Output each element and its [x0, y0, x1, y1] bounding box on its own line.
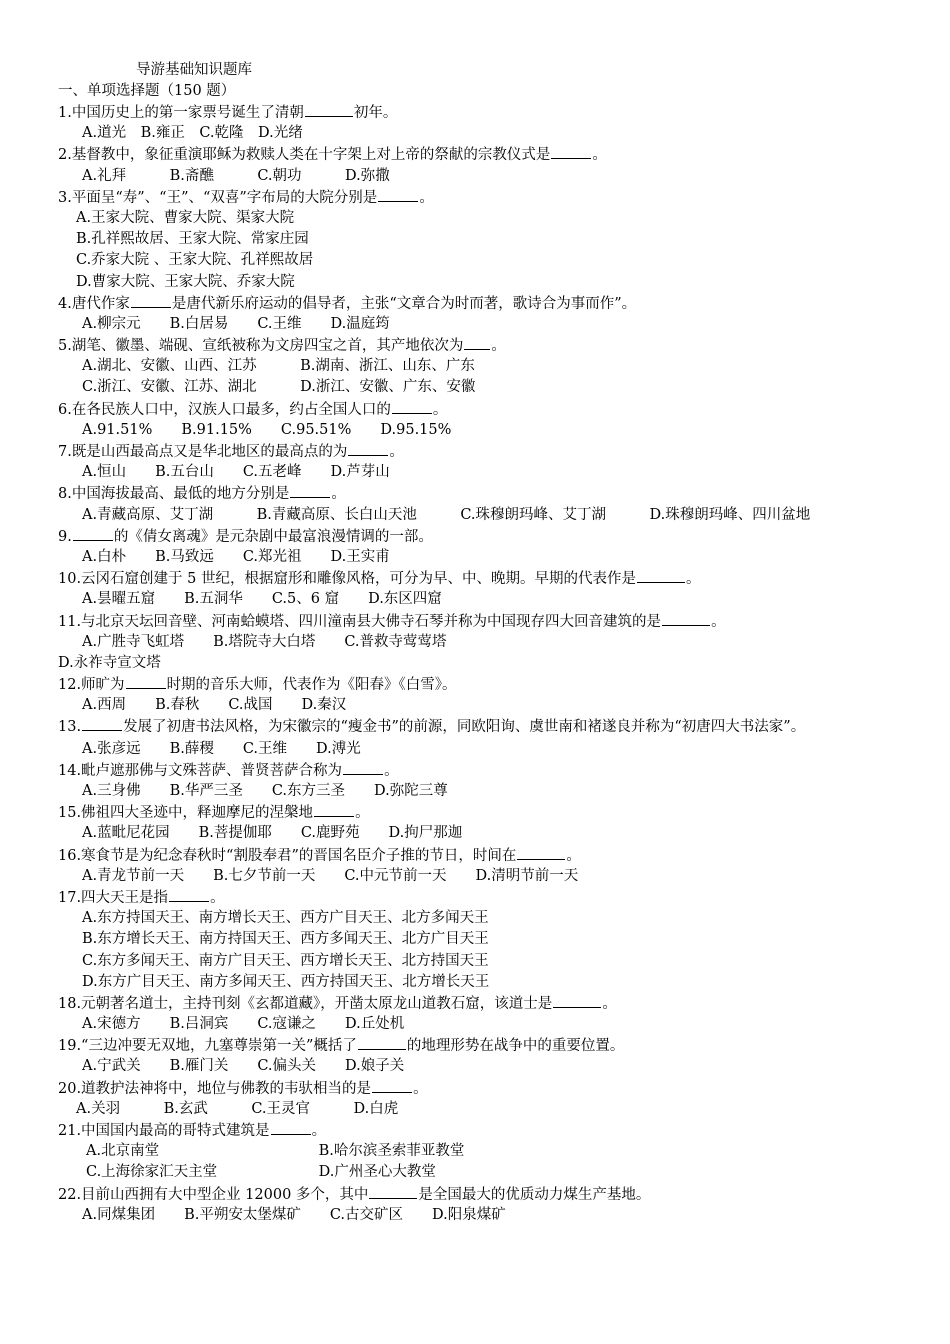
question-suffix: 。: [432, 401, 448, 418]
question-text: [58, 674, 918, 695]
answer-options: A.恒山 B.五台山 C.五老峰 D.芦芽山: [82, 464, 390, 481]
question-prefix: 8.中国海拔最高、最低的地方分别是: [58, 486, 290, 503]
answer-blank: [343, 760, 383, 775]
question-text: [58, 845, 918, 866]
answer-blank: [392, 399, 432, 414]
answer-blank: [305, 102, 353, 117]
question-text: [58, 187, 918, 208]
question-text: [58, 335, 918, 356]
question-prefix: 19.“三边冲要无双地，九塞尊崇第一关”概括了: [58, 1038, 357, 1055]
question-text: [58, 802, 918, 823]
question-prefix: 9.: [58, 528, 72, 545]
answer-options: A.白朴 B.马致远 C.郑光祖 D.王实甫: [82, 548, 390, 565]
question-suffix: 。: [210, 889, 225, 906]
answer-options: A.青龙节前一天 B.七夕节前一天 C.中元节前一天 D.清明节前一天: [82, 867, 579, 884]
question-text: [58, 483, 918, 504]
answer-options: B.孔祥熙故居、王家大院、常家庄园: [76, 231, 309, 248]
question-prefix: 1.中国历史上的第一家票号诞生了清朝: [58, 105, 304, 121]
answer-options: A.同煤集团 B.平朔安太堡煤矿 C.古交矿区 D.阳泉煤矿: [82, 1206, 506, 1223]
question-prefix: 11.与北京天坛回音壁、河南蛤蟆塔、四川潼南县大佛寺石琴并称为中国现存四大回音建筑的是: [58, 613, 662, 630]
answer-options: C.乔家大院 、王家大院、孔祥熙故居: [76, 252, 314, 269]
answer-options: A.湖北、安徽、山西、江苏 B.湖南、浙江、山东、广东: [82, 358, 475, 375]
answer-options: A.三身佛 B.华严三圣 C.东方三圣 D.弥陀三尊: [82, 783, 448, 800]
answer-blank: [82, 716, 122, 731]
answer-options: D.东方广目天王、南方多闻天王、西方持国天王、北方增长天王: [82, 973, 490, 990]
question-prefix: 18.元朝著名道士，主持刊刻《玄都道藏》，开凿太原龙山道教石窟，该道士是: [58, 995, 553, 1012]
answer-options: B.东方增长天王、南方持国天王、西方多闻天王、北方广目天王: [82, 931, 489, 948]
question-suffix: 。: [331, 486, 346, 503]
section-heading: 一、单项选择题（150 题）: [58, 83, 236, 99]
answer-options: A.柳宗元 B.白居易 C.王维 D.温庭筠: [82, 315, 390, 332]
document: [58, 60, 918, 1226]
question-suffix: 。: [311, 1123, 327, 1140]
question-suffix: 。: [419, 189, 434, 206]
question-text: [58, 1035, 918, 1056]
answer-blank: [551, 144, 591, 159]
question-suffix: 。: [711, 613, 726, 630]
answer-options: A.蓝毗尼花园 B.菩提伽耶 C.鹿野苑 D.拘尸那迦: [82, 825, 463, 842]
question-text: [58, 399, 918, 420]
answer-blank: [358, 1035, 406, 1050]
answer-blank: [378, 187, 418, 202]
question-suffix: 。: [686, 571, 701, 588]
answer-options: A.东方持国天王、南方增长天王、西方广目天王、北方多闻天王: [82, 910, 489, 927]
question-prefix: 13.: [58, 719, 82, 736]
answer-blank: [517, 845, 565, 860]
answer-blank: [662, 611, 710, 626]
question-suffix: 发展了初唐书法风格，为宋徽宗的“瘦金书”的前源，同欧阳询、虞世南和褚遂良并称为“初唐四大书法家”。: [123, 719, 806, 736]
answer-options: A.西周 B.春秋 C.战国 D.秦汉: [82, 697, 347, 714]
answer-blank: [464, 335, 490, 350]
answer-options: C.浙江、安徽、江苏、湖北 D.浙江、安徽、广东、安徽: [82, 379, 476, 396]
question-prefix: 10.云冈石窟创建于 5 世纪，根据窟形和雕像风格，可分为早、中、晚期。早期的代表作是: [58, 571, 636, 588]
question-text: [58, 993, 918, 1014]
answer-options: A.张彦远 B.薛稷 C.王维 D.溥光: [82, 740, 361, 757]
question-text: [58, 441, 918, 462]
question-prefix: 5.湖笔、徽墨、端砚、宣纸被称为文房四宝之首，其产地依次为: [58, 338, 464, 355]
question-suffix: 。: [602, 995, 617, 1012]
answer-blank: [271, 1120, 311, 1135]
question-text: [58, 887, 918, 908]
question-prefix: 22.目前山西拥有大中型企业 12000 多个，其中: [58, 1186, 369, 1203]
question-suffix: 。: [384, 762, 399, 779]
question-prefix: 21.中国国内最高的哥特式建筑是: [58, 1123, 270, 1140]
answer-options: A.宁武关 B.雁门关 C.偏头关 D.娘子关: [82, 1058, 405, 1075]
question-prefix: 16.寒食节是为纪念春秋时“割股奉君”的晋国名臣介子推的节日，时间在: [58, 847, 517, 864]
question-suffix: 的《倩女离魂》是元杂剧中最富浪漫情调的一部。: [113, 528, 433, 545]
question-text: [58, 526, 918, 547]
answer-options: A.91.51% B.91.15% C.95.51% D.95.15%: [82, 421, 452, 438]
answer-options: A.宋德方 B.吕洞宾 C.寇谦之 D.丘处机: [82, 1016, 405, 1033]
answer-options: A.青藏高原、艾丁湖 B.青藏高原、长白山天池 C.珠穆朗玛峰、艾丁湖 D.珠穆朗玛峰、四川盆地: [82, 506, 811, 523]
question-text: [58, 760, 918, 781]
answer-blank: [169, 887, 209, 902]
answer-blank: [131, 293, 171, 308]
answer-options: C.上海徐家汇天主堂 D.广州圣心大教堂: [86, 1164, 436, 1181]
answer-options: A.王家大院、曹家大院、渠家大院: [76, 209, 295, 226]
answer-blank: [348, 441, 388, 456]
answer-options: C.东方多闻天王、南方广目天王、西方增长天王、北方持国天王: [82, 952, 489, 969]
question-prefix: 2.基督教中，象征重演耶稣为救赎人类在十字架上对上帝的祭献的宗教仪式是: [58, 147, 551, 164]
question-prefix: 12.师旷为: [58, 677, 125, 694]
question-suffix: 。: [592, 147, 607, 164]
question-suffix: 。: [355, 805, 370, 822]
answer-blank: [314, 802, 354, 817]
answer-blank: [126, 674, 166, 689]
question-prefix: 20.道教护法神将中，地位与佛教的韦驮相当的是: [58, 1080, 372, 1097]
answer-option-overflow: D.永祚寺宣文塔: [58, 654, 161, 671]
document-title: 导游基础知识题库: [136, 62, 252, 78]
answer-options: A.广胜寺飞虹塔 B.塔院寺大白塔 C.普救寺莺莺塔: [82, 633, 447, 650]
answer-options: A.礼拜 B.斋醮 C.朝功 D.弥撒: [82, 167, 390, 184]
question-suffix: 。: [566, 847, 581, 864]
question-suffix: 时期的音乐大师，代表作为《阳春》《白雪》。: [166, 677, 457, 694]
question-suffix: 是唐代新乐府运动的倡导者，主张“文章合为时而著，歌诗合为事而作”。: [171, 295, 637, 312]
answer-options: D.曹家大院、王家大院、乔家大院: [76, 273, 295, 290]
question-text: [58, 568, 918, 589]
question-text: [58, 102, 918, 123]
question-text: [58, 1078, 918, 1099]
question-text: [58, 293, 918, 314]
question-prefix: 17.四大天王是指: [58, 889, 169, 906]
question-prefix: 3.平面呈“寿”、“王”、“双喜”字布局的大院分别是: [58, 189, 378, 206]
answer-blank: [369, 1184, 417, 1199]
question-text: [58, 144, 918, 165]
answer-blank: [290, 483, 330, 498]
question-prefix: 4.唐代作家: [58, 295, 130, 312]
answer-options: A.道光 B.雍正 C.乾隆 D.光绪: [82, 125, 303, 142]
answer-blank: [553, 993, 601, 1008]
question-suffix: 初年。: [353, 105, 398, 121]
question-prefix: 7.既是山西最高点又是华北地区的最高点的为: [58, 444, 348, 460]
question-text: [58, 1184, 918, 1205]
answer-blank: [637, 568, 685, 583]
question-suffix: 的地理形势在战争中的重要位置。: [406, 1038, 625, 1055]
question-prefix: 14.毗卢遮那佛与文殊菩萨、普贤菩萨合称为: [58, 762, 343, 779]
question-text: [58, 611, 918, 632]
question-prefix: 6.在各民族人口中，汉族人口最多，约占全国人口的: [58, 401, 391, 418]
answer-options: A.昙曜五窟 B.五洞华 C.5、6 窟 D.东区四窟: [82, 591, 442, 608]
question-suffix: 是全国最大的优质动力煤生产基地。: [418, 1186, 651, 1203]
question-suffix: 。: [491, 338, 506, 355]
answer-blank: [372, 1078, 412, 1093]
question-text: [58, 716, 918, 738]
question-prefix: 15.佛祖四大圣迹中，释迦摩尼的涅槃地: [58, 805, 314, 822]
answer-blank: [73, 526, 113, 541]
answer-options: A.关羽 B.玄武 C.王灵官 D.白虎: [76, 1100, 399, 1117]
answer-options: A.北京南堂 B.哈尔滨圣索菲亚教堂: [86, 1143, 465, 1160]
question-list: [58, 102, 918, 1226]
question-suffix: 。: [389, 444, 404, 460]
question-text: [58, 1120, 918, 1141]
question-suffix: 。: [413, 1080, 428, 1097]
